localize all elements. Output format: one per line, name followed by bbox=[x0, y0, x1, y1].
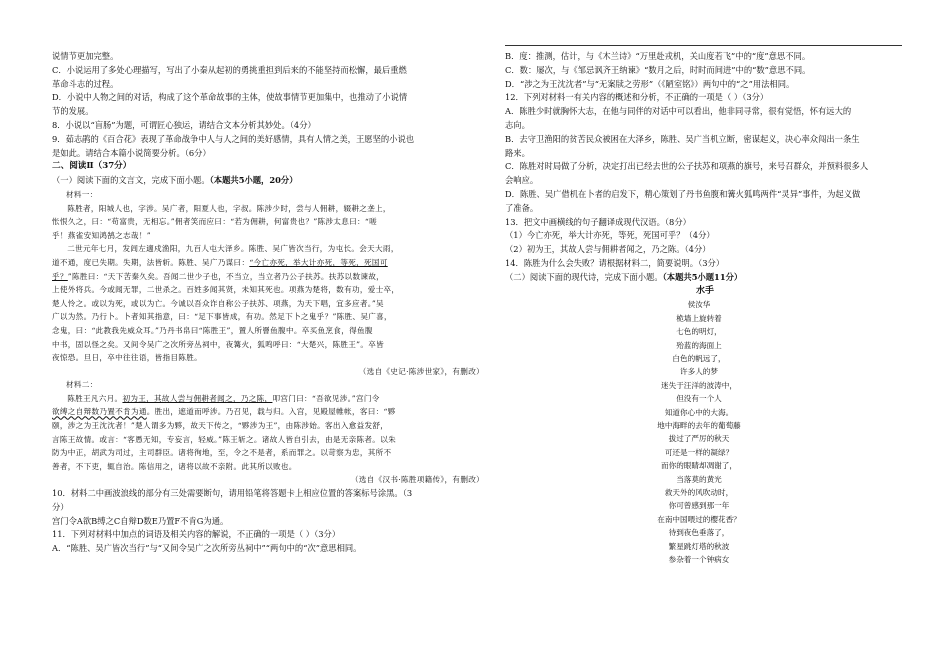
poem-line: 当落莫的黄光 bbox=[676, 474, 722, 484]
passage-line: 念鬼，曰：“此教我先威众耳。”乃丹书帛曰“陈胜王”，置人所罾鱼腹中。卒买鱼烹食，得鱼腹 bbox=[52, 325, 373, 335]
passage-text: 道不通，度已失期。失期，法皆斩。陈胜、吴广乃谋曰： bbox=[52, 257, 250, 267]
question-12-option-b: B．去守卫渔阳的贫苦民众被困在大泽乡，陈胜、吴广当机立断，密谋起义，决心率众闯出一条生 bbox=[505, 133, 860, 144]
material-1-title: 材料一： bbox=[66, 189, 98, 199]
passage-text: 。胜出，遮道而呼涉。乃召见，载与归。入宫，见殿屋帷帐，客曰：“夥 bbox=[146, 407, 396, 417]
subsection-score: （本题共5小题11分） bbox=[662, 271, 743, 282]
passage-line: 颐，涉之为王沈沈者！”楚人谓多为夥，故天下传之，“夥涉为王”，由陈涉始。客出入愈益发舒， bbox=[52, 421, 389, 431]
poem-line: 知道你心中的大海。 bbox=[664, 407, 734, 417]
passage-line bbox=[52, 256, 492, 270]
passage-line: 善者，不下吏，辄自治。陈信用之，诸将以故不亲附。此其所以败也。 bbox=[52, 461, 297, 471]
poem-line: 但没有一个人 bbox=[676, 394, 722, 404]
text-line: 了准备。 bbox=[505, 202, 539, 213]
passage-line: 陈胜者，阳城人也，字涉。吴广者，阳夏人也，字叔。陈涉少时，尝与人佣耕，辍耕之垄上， bbox=[67, 203, 391, 213]
left-column bbox=[52, 50, 492, 556]
right-column bbox=[505, 50, 905, 566]
material-2-title: 材料二： bbox=[66, 380, 98, 390]
text-line: 革命斗志的过程。 bbox=[52, 78, 119, 89]
text-line: 会响应。 bbox=[505, 175, 539, 186]
text-line: 志向。 bbox=[505, 119, 530, 130]
poem-line: 繁星跳灯塔的秋波 bbox=[668, 541, 730, 551]
subsection-heading bbox=[52, 174, 492, 188]
poem-line: 拔过了严厉的秋天 bbox=[668, 434, 730, 444]
poem-line: 桅墙上旋转着 bbox=[676, 313, 722, 323]
question-11-option-d: D．“涉之为王沈沈者”与“无案牍之劳形”（《陋室铭》）两句中的“之”用法相同。 bbox=[505, 78, 795, 89]
question-10: 10．材料二中画波浪线的部分有三处需要断句，请用铅笔将答题卡上相应位置的答案标号涂黑。（3 bbox=[52, 488, 413, 499]
question-11-option-b: B．度：推测，估计，与《木兰诗》“万里赴戎机，关山度若飞”中的“度”意思不同。 bbox=[505, 51, 811, 61]
passage-line: 防为中正，胡武为司过，主司群臣。诸将徇地，至，令之不是者，系而罪之。以苛察为忠，其所不 bbox=[52, 448, 392, 458]
poem-line: 白色的帆远了， bbox=[672, 353, 726, 363]
passage-line: 二世元年七月，发闾左適戍渔阳，九百人屯大泽乡。陈胜、吴广皆次当行，为屯长。会天大雨， bbox=[67, 244, 399, 254]
question-12-option-c: C．陈胜对时局做了分析，决定打出已经去世的公子扶苏和项燕的旗号，来号召群众，并预料很多人 bbox=[505, 161, 869, 172]
subsection-score: （本题共5小题，20分） bbox=[209, 175, 298, 186]
subsection-heading bbox=[505, 271, 905, 285]
poem-line: 地中海畔的去年的葡萄藤 bbox=[657, 421, 741, 430]
question-13: 13．把文中画横线的句子翻译成现代汉语。（8分） bbox=[505, 216, 691, 227]
poem-line: 救天外的风吹动时， bbox=[664, 488, 734, 498]
passage-line: 怅恨久之，曰：“苟富贵，无相忘。”佣者笑而应曰：“若为佣耕，何富贵也？”陈涉太息曰：“嗟 bbox=[52, 217, 377, 227]
passage-text: 叩宫门曰：“吾欲见涉。”宫门令 bbox=[272, 393, 380, 403]
poem-body bbox=[505, 312, 905, 567]
poem-title: 水手 bbox=[695, 285, 714, 296]
wavy-underlined-text: 不肯为通 bbox=[115, 407, 147, 417]
poem-line: 殆蓝的海面上 bbox=[676, 340, 722, 350]
question-13-part-1: （1）今亡亦死，举大计亦死，等死，死国可乎？（4分） bbox=[505, 230, 715, 241]
question-11-option-a: A．“陈胜、吴广皆次当行”与“又间令吴广之次所旁丛祠中”“两句中的“次”意思相同。 bbox=[52, 543, 362, 554]
text-line: 说情节更加完整。 bbox=[52, 51, 119, 61]
text-line: 节的发展。 bbox=[52, 106, 94, 117]
question-10-options: 宫门令A欲B缚之C自辩D数E乃置F不肯G为通。 bbox=[52, 515, 229, 526]
passage-text: ”陈胜曰：“天下苦秦久矣。吾闻二世少子也，不当立，当立者乃公子扶苏。扶苏以数谏故， bbox=[67, 271, 385, 281]
passage-line bbox=[52, 405, 492, 419]
passage-line: 楚人怜之。或以为死，或以为亡。今诚以吾众诈自称公子扶苏、项燕，为天下唱，宜多应者。”吴 bbox=[52, 298, 384, 308]
text-line: 分） bbox=[52, 501, 69, 512]
passage-line: 广以为然。乃行卜。卜者知其指意，曰：“足下事皆成，有功。然足下卜之鬼乎？”陈胜、吴广喜， bbox=[52, 312, 392, 322]
source-citation: （选自《史记·陈涉世家》，有删改） bbox=[358, 366, 484, 376]
question-9: 9．茹志鹃的《百合花》表现了革命战争中人与人之间的美好感情，具有人情之美，王愿坚的小说也 bbox=[52, 133, 415, 144]
subsection-intro: （二）阅读下面的现代诗，完成下面小题。 bbox=[505, 271, 663, 282]
source-citation: （选自《汉书·陈胜项籍传》，有删改） bbox=[350, 475, 484, 485]
underlined-sentence: 乎？ bbox=[52, 271, 68, 281]
underlined-sentence: 初为王，其故人尝与佣耕者闻之，乃之陈， bbox=[122, 393, 273, 403]
question-11-option-c: C．数：屡次，与《邹忌讽齐王纳谏》“数月之后，时时而间进”中的“数”意思不同。 bbox=[505, 64, 811, 75]
text-line: 路来。 bbox=[505, 147, 530, 158]
section-heading: 二、阅读Ⅱ（37分） bbox=[52, 161, 132, 172]
passage-line: 夜惊恐。旦日，卒中往往语，皆指目陈胜。 bbox=[52, 353, 202, 363]
underlined-sentence: “今亡亦死，举大计亦死，等死，死国可 bbox=[249, 257, 388, 267]
poem-line: 而你的眼睛却凋谢了， bbox=[661, 461, 737, 471]
passage-line bbox=[52, 392, 492, 406]
poem-line: 七色的明灯， bbox=[676, 327, 722, 337]
text-line: C．小说运用了多处心理描写，写出了小秦从起初的勇挑重担到后来的不能坚持而松懈，最后重燃 bbox=[52, 64, 407, 75]
question-14: 14．陈胜为什么会失败？请根据材料二，简要说明。（3分） bbox=[505, 257, 725, 268]
passage-line: 言陈王故情。或言：“客愚无知，专妄言，轻威。”陈王斩之。诸故人皆自引去，由是无亲陈者。以朱 bbox=[52, 434, 396, 444]
question-12: 12．下列对材料一有关内容的概述和分析，不正确的一项是（ ）（3分） bbox=[505, 92, 769, 103]
passage-line: 上使外将兵。今或闻无罪，二世杀之。百姓多闻其贤，未知其死也。项燕为楚将，数有功，爱士卒， bbox=[52, 285, 400, 295]
poem-line: 可还是一样的凝绿？ bbox=[664, 447, 734, 457]
poem-line: 你可曾感到那一年 bbox=[668, 501, 730, 511]
passage-line: 乎！燕雀安知鸿鹄之志哉！” bbox=[52, 230, 151, 240]
text-line: 是如此。请结合本篇小说简要分析。（6分） bbox=[52, 147, 211, 158]
passage-line bbox=[52, 270, 492, 284]
question-13-part-2: （2）初为王，其故人尝与佣耕者闻之，乃之陈。（4分） bbox=[505, 244, 711, 255]
poem-line: 待到夜色垂落了， bbox=[668, 528, 730, 538]
question-8: 8．小说以“盲肠”为题，可谓匠心独运，请结合文本分析其妙处。（4分） bbox=[52, 119, 316, 130]
poem-line: 参杂着一个钟病女 bbox=[668, 555, 730, 565]
passage-line: 中书，固以怪之矣。又间令吴广之次所旁丛祠中，夜篝火，狐鸣呼曰：“大楚兴，陈胜王”。卒皆 bbox=[52, 339, 385, 349]
question-11: 11．下列对材料中加点的词语及相关内容的解说，不正确的一项是（ ）（3分） bbox=[52, 529, 341, 540]
poem-line: 许多人的梦 bbox=[680, 367, 718, 377]
poem-author: 侯汝华 bbox=[687, 300, 711, 310]
question-12-option-d: D．陈胜、吴广借机在卜者的启发下，精心策划了丹书鱼腹和篝火狐鸣两件“灵异”事件，为起义做 bbox=[505, 188, 861, 199]
text-line: D．小说中人物之间的对话，构成了这个革命故事的主体，使故事情节更加集中，也推动了小说情 bbox=[52, 92, 408, 103]
wavy-underlined-text: 欲缚之自辩数乃置 bbox=[52, 407, 116, 417]
passage-text: 陈胜王凡六月。 bbox=[67, 393, 123, 403]
poem-line: 在南中国喂过的樱花香？ bbox=[657, 514, 741, 524]
subsection-intro: （一）阅读下面的文言文，完成下面小题。 bbox=[52, 175, 210, 186]
poem-line: 迷失于汪洋的波涛中， bbox=[661, 380, 737, 390]
page-header-rule bbox=[505, 45, 902, 46]
question-12-option-a: A．陈胜少时就胸怀大志，在他与同伴的对话中可以看出，他非同寻常，很有觉悟，怀有远大的 bbox=[505, 106, 852, 117]
